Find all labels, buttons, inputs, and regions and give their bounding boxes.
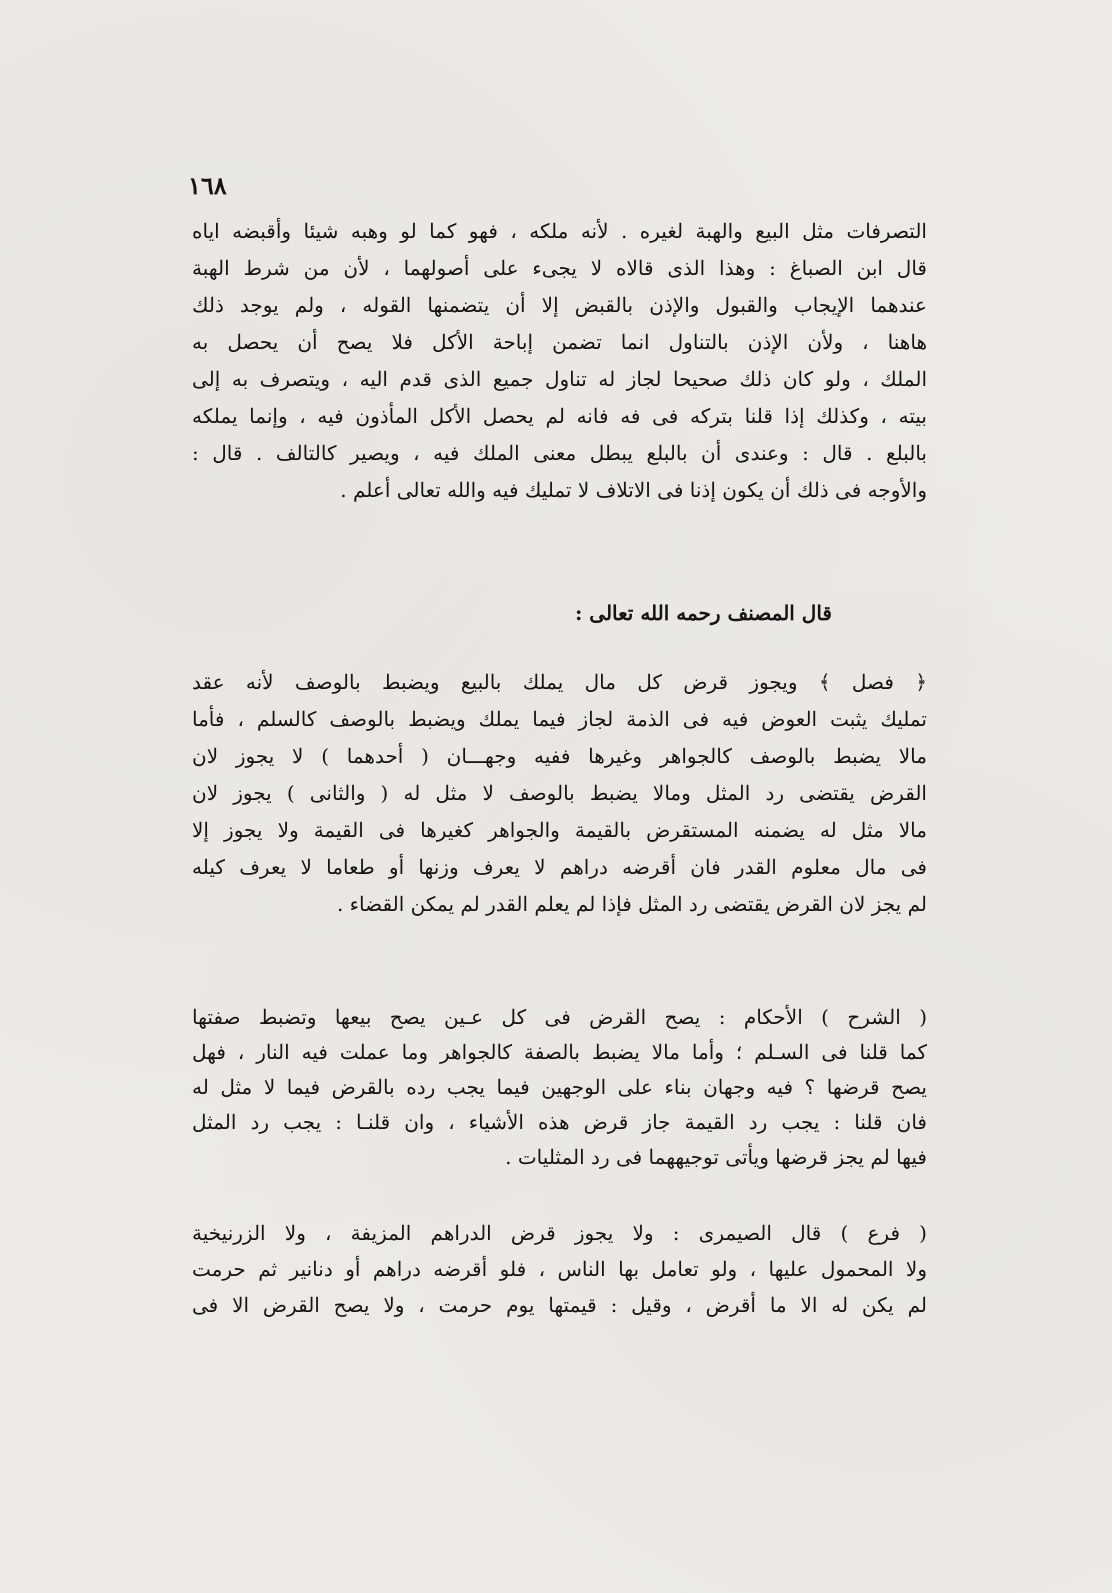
- page-number: ١٦٨: [188, 171, 227, 200]
- text-line: فان قلنا : يجب رد القيمة جاز قرض هذه الأشياء ، وان قلنـا : يجب رد المثل: [192, 1110, 927, 1134]
- text-line: لم يكن له الا ما أقرض ، وقيل : قيمتها يوم حرمت ، ولا يصح القرض الا فى: [192, 1293, 927, 1317]
- text-line: قال ابن الصباغ : وهذا الذى قالاه لا يجىء على أصولهما ، لأن من شرط الهبة: [192, 256, 927, 280]
- text-line: ( الشرح ) الأحكام : يصح القرض فى كل عـين يصح بيعها وتضبط صفتها: [192, 1005, 927, 1029]
- text-line: التصرفات مثل البيع والهبة لغيره . لأنه ملكه ، فهو كما لو وهبه شيئا وأقبضه اياه: [192, 219, 927, 243]
- text-line: بالبلع . قال : وعندى أن بالبلع يبطل معنى الملك فيه ، ويصير كالتالف . قال :: [192, 441, 927, 465]
- text-line: عندهما الإيجاب والقبول والإذن بالقبض إلا أن يتضمنها القوله ، ولم يوجد ذلك: [192, 293, 927, 317]
- text-line: هاهنا ، ولأن الإذن بالتناول انما تضمن إباحة الأكل فلا يصح أن يحصل به: [192, 330, 927, 354]
- text-line: بيته ، وكذلك إذا قلنا بتركه فى فه فانه لم يحصل الأكل المأذون فيه ، وإنما يملكه: [192, 404, 927, 428]
- text-line: ﴿ فصل ﴾ ويجوز قرض كل مال يملك بالبيع ويضبط بالوصف لأنه عقد: [192, 670, 927, 694]
- text-line: الملك ، ولو كان ذلك صحيحا لجاز له تناول جميع الذى قدم اليه ، ويتصرف به إلى: [192, 367, 927, 391]
- text-line: مالا مثل له يضمنه المستقرض بالقيمة والجواهر كغيرها فى القيمة ولا يجوز إلا: [192, 818, 927, 842]
- paragraph-sharh: [192, 1000, 927, 1175]
- paragraph-fasl: [192, 664, 927, 923]
- text-line: كما قلنا فى السـلم ؛ وأما مالا يضبط بالصفة كالجواهر وما عملت فيه النار ، فهل: [192, 1040, 927, 1064]
- text-line: فيها لم يجز قرضها ويأتى توجيههما فى رد المثليات .: [505, 1145, 927, 1169]
- text-line: تمليك يثبت العوض فيه فى الذمة لجاز فيما يملك ويضبط بالوصف كالسلم ، فأما: [192, 707, 927, 731]
- paragraph-previous-discussion: [192, 213, 927, 509]
- text-line: والأوجه فى ذلك أن يكون إذنا فى الاتلاف لا تمليك فيه والله تعالى أعلم .: [340, 478, 927, 502]
- text-line: لم يجز لان القرض يقتضى رد المثل فإذا لم يعلم القدر لم يمكن القضاء .: [336, 892, 927, 916]
- paragraph-far: [192, 1215, 927, 1323]
- text-line: ولا المحمول عليها ، ولو تعامل بها الناس ، فلو أقرضه دراهم أو دنانير ثم حرمت: [192, 1257, 927, 1281]
- section-heading: قال المصنف رحمه الله تعالى :: [574, 601, 832, 625]
- text-line: القرض يقتضى رد المثل ومالا يضبط بالوصف لا مثل له ( والثانى ) يجوز لان: [192, 781, 927, 805]
- text-line: مالا يضبط بالوصف كالجواهر وغيرها ففيه وجهـــان ( أحدهما ) لا يجوز لان: [192, 744, 927, 768]
- text-line: ( فرع ) قال الصيمرى : ولا يجوز قرض الدراهم المزيفة ، ولا الزرنيخية: [192, 1221, 927, 1245]
- text-line: فى مال معلوم القدر فان أقرضه دراهم لا يعرف وزنها أو طعاما لا يعرف كيله: [192, 855, 927, 879]
- text-line: يصح قرضها ؟ فيه وجهان بناء على الوجهين فيما يجب رده بالقرض فيما لا مثل له: [192, 1075, 927, 1099]
